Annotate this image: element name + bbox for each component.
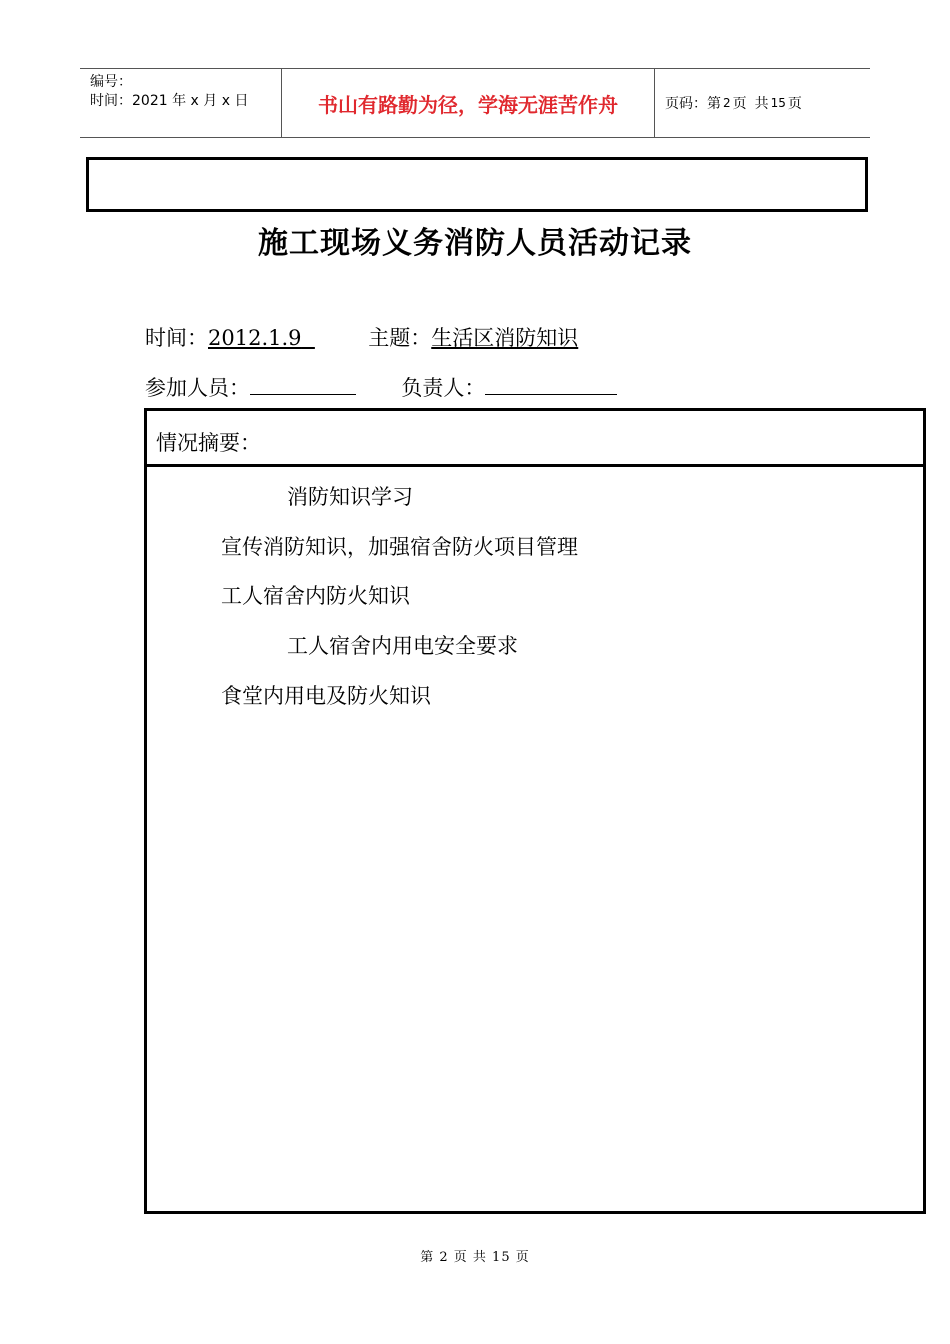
header-page-suffix: 页 xyxy=(787,96,802,112)
summary-line: 工人宿舍内用电安全要求 xyxy=(287,634,518,658)
participants-label: 参加人员： xyxy=(145,376,250,400)
summary-line: 消防知识学习 xyxy=(287,485,413,509)
document-title: 施工现场义务消防人员活动记录 xyxy=(258,226,692,261)
topic-label: 主题： xyxy=(368,326,432,350)
header-motto: 书山有路勤为径，学海无涯苦作舟 xyxy=(281,69,655,137)
summary-heading: 情况摘要： xyxy=(147,411,923,467)
time-value: 2012.1.9 xyxy=(208,326,302,350)
header-page-info xyxy=(655,69,870,137)
participants-blank xyxy=(250,372,356,395)
header-page-total: 15 xyxy=(770,96,786,110)
header-number-label: 编号： xyxy=(90,74,132,90)
topic-value: 生活区消防知识 xyxy=(431,326,579,350)
header-page-prefix: 页码：第 xyxy=(665,96,721,112)
summary-line: 宣传消防知识，加强宿舍防火项目管理 xyxy=(221,535,578,559)
summary-line: 食堂内用电及防火知识 xyxy=(221,684,431,708)
header-page-total-prefix: 共 xyxy=(754,96,769,112)
empty-bordered-box xyxy=(86,157,868,212)
header-info xyxy=(80,69,281,137)
page-header xyxy=(80,68,870,138)
header-time-label: 时间：2021 年 x 月 x 日 xyxy=(90,93,249,109)
time-label: 时间： xyxy=(145,326,208,350)
responsible-blank xyxy=(485,372,617,395)
header-page-current: 2 xyxy=(723,96,731,110)
time-topic-row xyxy=(145,322,578,352)
summary-line: 工人宿舍内防火知识 xyxy=(221,584,410,608)
header-page-mid: 页 xyxy=(732,96,747,112)
summary-box xyxy=(144,408,926,1214)
page-footer: 第 2 页 共 15 页 xyxy=(420,1250,530,1265)
participants-row xyxy=(145,372,617,402)
responsible-label: 负责人： xyxy=(401,376,486,400)
